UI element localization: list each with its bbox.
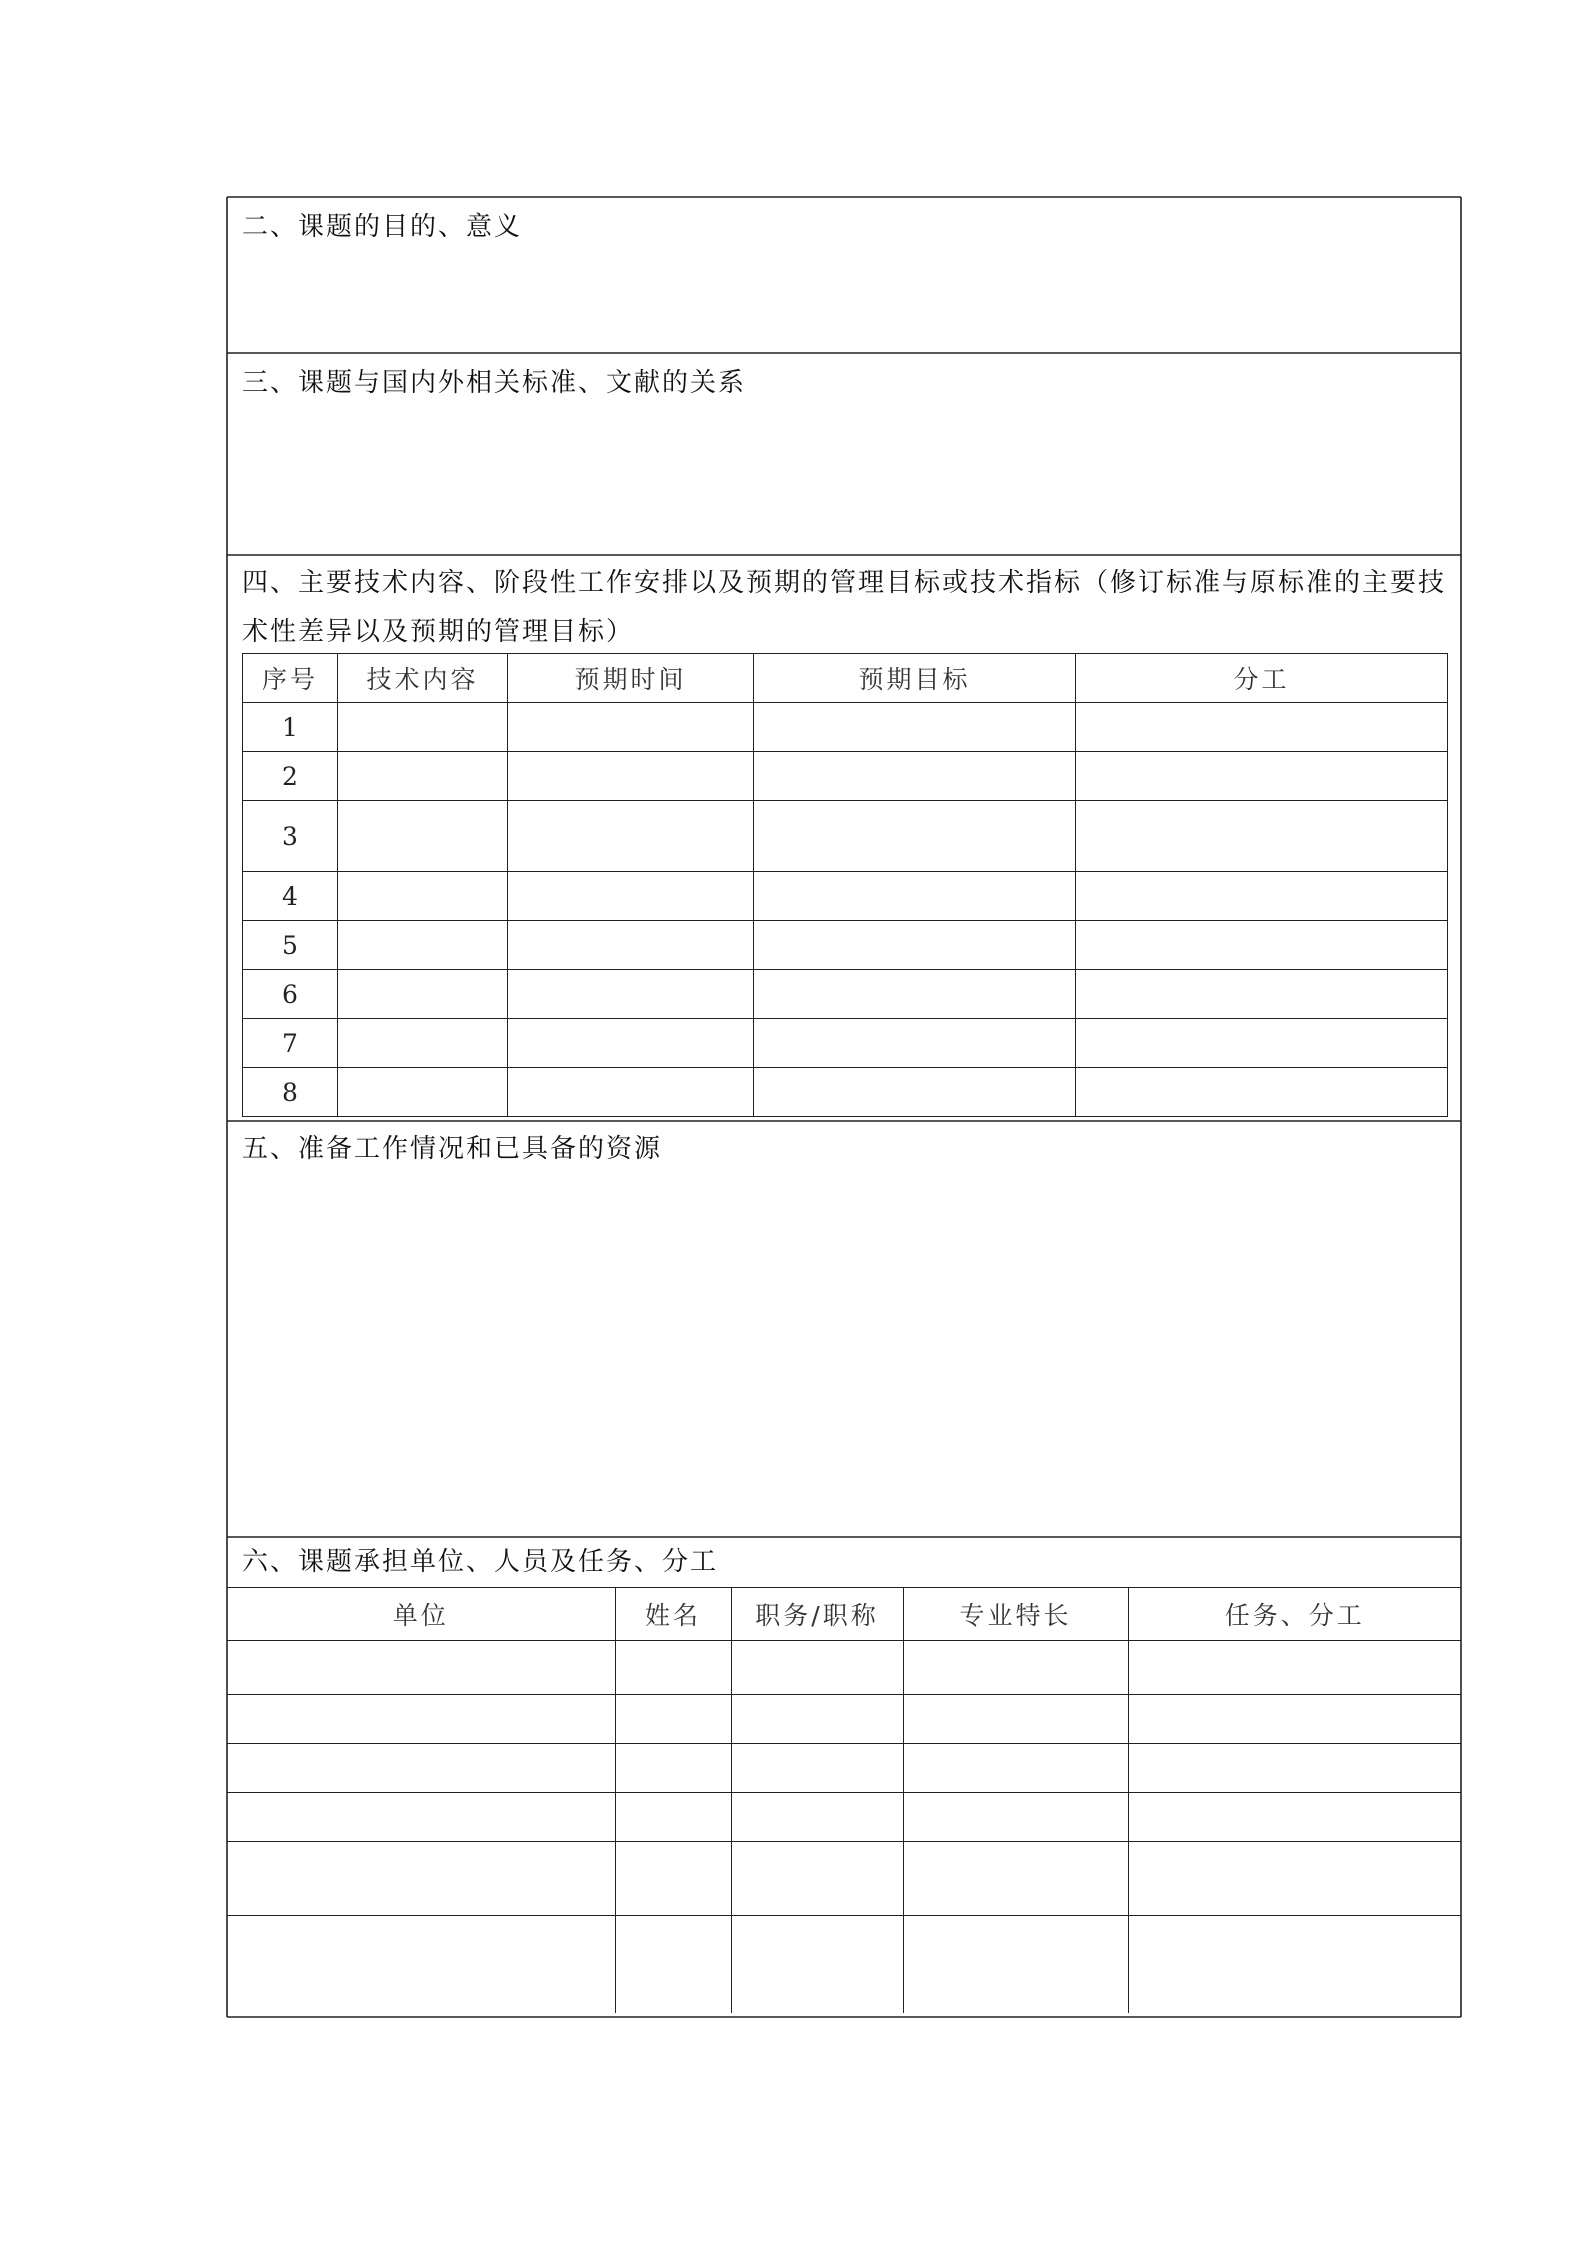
cell-name[interactable]: [615, 1916, 731, 2013]
section-personnel: [227, 1537, 1461, 1587]
cell-unit[interactable]: [227, 1695, 615, 1744]
cell-title[interactable]: [731, 1744, 903, 1793]
cell-division[interactable]: [1076, 752, 1448, 801]
table-row: [243, 970, 1448, 1019]
col-header-specialty: 专业特长: [903, 1588, 1128, 1641]
cell-name[interactable]: [615, 1842, 731, 1916]
schedule-table: [242, 653, 1448, 1117]
cell-task[interactable]: [1128, 1842, 1461, 1916]
table-row: [243, 872, 1448, 921]
cell-title[interactable]: [731, 1916, 903, 2013]
cell-name[interactable]: [615, 1641, 731, 1695]
cell-time[interactable]: [508, 872, 754, 921]
cell-division[interactable]: [1076, 801, 1448, 872]
col-header-task: 任务、分工: [1128, 1588, 1461, 1641]
cell-specialty[interactable]: [903, 1916, 1128, 2013]
table-row: [243, 703, 1448, 752]
cell-task[interactable]: [1128, 1916, 1461, 2013]
cell-unit[interactable]: [227, 1916, 615, 2013]
cell-content[interactable]: [338, 703, 508, 752]
col-header-index: 序号: [243, 654, 338, 703]
cell-task[interactable]: [1128, 1695, 1461, 1744]
cell-goal[interactable]: [754, 1068, 1076, 1117]
cell-division[interactable]: [1076, 872, 1448, 921]
table-row: [227, 1641, 1461, 1695]
personnel-header-row: [227, 1588, 1461, 1641]
cell-name[interactable]: [615, 1744, 731, 1793]
cell-division[interactable]: [1076, 970, 1448, 1019]
cell-goal[interactable]: [754, 1019, 1076, 1068]
table-row: [243, 921, 1448, 970]
col-header-goal: 预期目标: [754, 654, 1076, 703]
cell-time[interactable]: [508, 752, 754, 801]
cell-unit[interactable]: [227, 1793, 615, 1842]
table-row: [227, 1695, 1461, 1744]
cell-time[interactable]: [508, 1019, 754, 1068]
cell-division[interactable]: [1076, 1019, 1448, 1068]
cell-content[interactable]: [338, 872, 508, 921]
row-index: 3: [243, 801, 338, 872]
row-index: 1: [243, 703, 338, 752]
section-purpose: [227, 197, 1461, 353]
cell-specialty[interactable]: [903, 1793, 1128, 1842]
col-header-time: 预期时间: [508, 654, 754, 703]
section-preparation-title: 五、准备工作情况和已具备的资源: [242, 1134, 663, 1164]
row-index: 8: [243, 1068, 338, 1117]
cell-specialty[interactable]: [903, 1842, 1128, 1916]
cell-task[interactable]: [1128, 1744, 1461, 1793]
row-index: 4: [243, 872, 338, 921]
table-row: [227, 1916, 1461, 2013]
section-technical-title-line2: 术性差异以及预期的管理目标）: [242, 617, 635, 647]
cell-title[interactable]: [731, 1793, 903, 1842]
personnel-table: [227, 1587, 1461, 2013]
cell-time[interactable]: [508, 703, 754, 752]
cell-unit[interactable]: [227, 1744, 615, 1793]
col-header-unit: 单位: [227, 1588, 615, 1641]
cell-specialty[interactable]: [903, 1641, 1128, 1695]
row-index: 7: [243, 1019, 338, 1068]
cell-unit[interactable]: [227, 1641, 615, 1695]
table-row: [243, 752, 1448, 801]
cell-time[interactable]: [508, 801, 754, 872]
col-header-content: 技术内容: [338, 654, 508, 703]
cell-content[interactable]: [338, 801, 508, 872]
section-technical-title-line1: 四、主要技术内容、阶段性工作安排以及预期的管理目标或技术指标（修订标准与原标准的主要技: [242, 568, 1447, 598]
schedule-header-row: [243, 654, 1448, 703]
cell-goal[interactable]: [754, 703, 1076, 752]
col-header-division: 分工: [1076, 654, 1448, 703]
table-row: [243, 801, 1448, 872]
cell-content[interactable]: [338, 1068, 508, 1117]
cell-unit[interactable]: [227, 1842, 615, 1916]
cell-division[interactable]: [1076, 1068, 1448, 1117]
cell-task[interactable]: [1128, 1793, 1461, 1842]
cell-goal[interactable]: [754, 921, 1076, 970]
cell-time[interactable]: [508, 970, 754, 1019]
table-row: [243, 1019, 1448, 1068]
cell-content[interactable]: [338, 1019, 508, 1068]
cell-title[interactable]: [731, 1641, 903, 1695]
cell-specialty[interactable]: [903, 1744, 1128, 1793]
section-relation: [227, 353, 1461, 555]
table-row: [227, 1842, 1461, 1916]
cell-content[interactable]: [338, 752, 508, 801]
cell-title[interactable]: [731, 1695, 903, 1744]
cell-goal[interactable]: [754, 752, 1076, 801]
table-row: [243, 1068, 1448, 1117]
cell-time[interactable]: [508, 1068, 754, 1117]
section-preparation: [227, 1121, 1461, 1537]
cell-goal[interactable]: [754, 970, 1076, 1019]
table-row: [227, 1793, 1461, 1842]
cell-title[interactable]: [731, 1842, 903, 1916]
section-relation-title: 三、课题与国内外相关标准、文献的关系: [242, 368, 747, 398]
cell-name[interactable]: [615, 1695, 731, 1744]
row-index: 2: [243, 752, 338, 801]
cell-specialty[interactable]: [903, 1695, 1128, 1744]
cell-task[interactable]: [1128, 1641, 1461, 1695]
cell-division[interactable]: [1076, 703, 1448, 752]
cell-goal[interactable]: [754, 801, 1076, 872]
cell-content[interactable]: [338, 970, 508, 1019]
cell-division[interactable]: [1076, 921, 1448, 970]
col-header-title: 职务/职称: [731, 1588, 903, 1641]
cell-goal[interactable]: [754, 872, 1076, 921]
cell-content[interactable]: [338, 921, 508, 970]
row-index: 5: [243, 921, 338, 970]
row-index: 6: [243, 970, 338, 1019]
col-header-name: 姓名: [615, 1588, 731, 1641]
section-personnel-title: 六、课题承担单位、人员及任务、分工: [242, 1547, 719, 1577]
section-purpose-title: 二、课题的目的、意义: [242, 212, 523, 242]
cell-time[interactable]: [508, 921, 754, 970]
cell-name[interactable]: [615, 1793, 731, 1842]
table-row: [227, 1744, 1461, 1793]
